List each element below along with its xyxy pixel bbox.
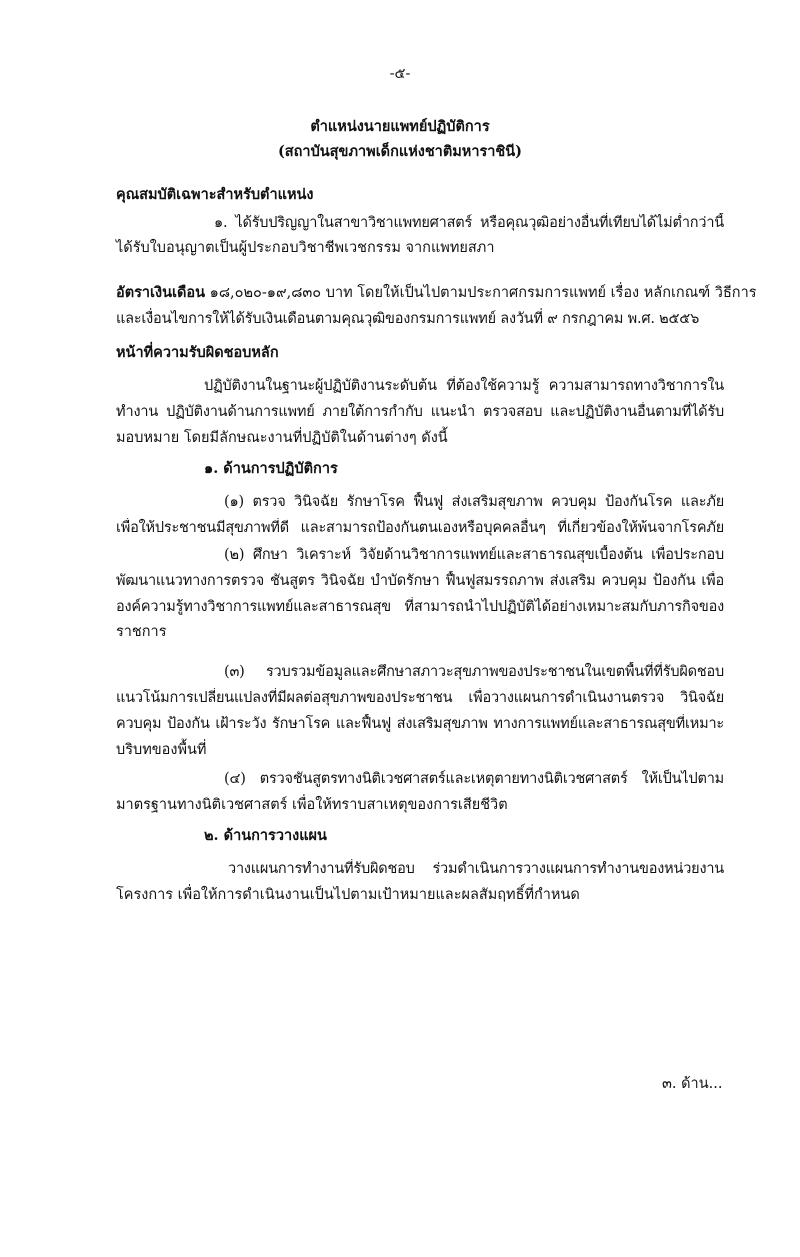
qualifications-line-1: ๑. ได้รับปริญญาในสาขาวิชาแพทยศาสตร์ หรือคุณวุฒิอย่างอื่นที่เทียบได้ไม่ต่ำกว่านี้: [214, 215, 724, 231]
section-1-item-2-line-2: พัฒนาแนวทางการตรวจ ชันสูตร วินิจฉัย บำบัดรักษา ฟื้นฟูสมรรถภาพ ส่งเสริม ควบคุม ป้องกัน เพื่อ: [116, 573, 724, 589]
continuation-marker: ๓. ด้าน...: [662, 1076, 723, 1092]
qualifications-heading: คุณสมบัติเฉพาะสำหรับตำแหน่ง: [116, 186, 314, 203]
qualifications-line-2: ได้รับใบอนุญาตเป็นผู้ประกอบวิชาชีพเวชกรรม จากแพทยสภา: [116, 240, 495, 256]
section-1-item-2-line-1: (๒) ศึกษา วิเคราะห์ วิจัยด้านวิชาการแพทย์และสาธารณสุขเบื้องต้น เพื่อประกอบ: [224, 547, 724, 563]
section-2-line-2: โครงการ เพื่อให้การดำเนินงานเป็นไปตามเป้าหมายและผลสัมฤทธิ์ที่กำหนด: [116, 887, 580, 903]
duties-intro-line-3: มอบหมาย โดยมีลักษณะงานที่ปฏิบัติในด้านต่างๆ ดังนี้: [116, 430, 448, 446]
section-1-item-3-line-1: (๓) รวบรวมข้อมูลและศึกษาสภาวะสุขภาพของประชาชนในเขตพื้นที่ที่รับผิดชอบ: [224, 664, 724, 680]
section-1-item-3-line-3: ควบคุม ป้องกัน เฝ้าระวัง รักษาโรค และฟื้นฟู ส่งเสริมสุขภาพ ทางการแพทย์และสาธารณสุขที่เหมาะ: [116, 716, 724, 732]
section-1-heading: ๑. ด้านการปฏิบัติการ: [204, 460, 338, 477]
salary-line-1: [116, 283, 757, 303]
duties-intro-line-2: ทำงาน ปฏิบัติงานด้านการแพทย์ ภายใต้การกำกับ แนะนำ ตรวจสอบ และปฏิบัติงานอื่นตามที่ได้รับ: [116, 404, 724, 420]
section-2-line-1: วางแผนการทำงานที่รับผิดชอบ ร่วมดำเนินการวางแผนการทำงานของหน่วยงาน: [228, 861, 724, 877]
section-1-item-3-line-4: บริบทของพื้นที่: [116, 742, 207, 758]
section-2-heading: ๒. ด้านการวางแผน: [204, 827, 327, 844]
salary-range: ๑๘,๐๒๐-๑๙,๘๓๐ บาท โดยให้เป็นไปตามประกาศกรมการแพทย์ เรื่อง หลักเกณฑ์ วิธีการ: [209, 285, 757, 301]
section-1-item-4-line-2: มาตรฐานทางนิติเวชศาสตร์ เพื่อให้ทราบสาเหตุของการเสียชีวิต: [116, 797, 508, 813]
section-1-item-2-line-3: องค์ความรู้ทางวิชาการแพทย์และสาธารณสุข ที่สามารถนำไปปฏิบัติได้อย่างเหมาะสมกับภารกิจของ: [116, 599, 724, 615]
duties-heading: หน้าที่ความรับผิดชอบหลัก: [116, 344, 279, 361]
section-1-item-2-line-4: ราชการ: [116, 624, 167, 640]
salary-label: อัตราเงินเดือน: [116, 284, 205, 301]
salary-line-2: และเงื่อนไขการให้ได้รับเงินเดือนตามคุณวุฒิของกรมการแพทย์ ลงวันที่ ๙ กรกฎาคม พ.ศ. ๒๕๕๖: [116, 311, 700, 327]
title-line-1: ตำแหน่งนายแพทย์ปฏิบัติการ: [310, 118, 490, 135]
page-number: -๕-: [389, 66, 411, 82]
section-1-item-4-line-1: (๔) ตรวจชันสูตรทางนิติเวชศาสตร์และเหตุตายทางนิติเวชศาสตร์ ให้เป็นไปตาม: [224, 771, 724, 787]
section-1-item-1-line-2: เพื่อให้ประชาชนมีสุขภาพที่ดี และสามารถป้องกันตนเองหรือบุคคลอื่นๆ ที่เกี่ยวข้องให้พ้นจากโรคภัย: [116, 520, 724, 536]
duties-intro-line-1: ปฏิบัติงานในฐานะผู้ปฏิบัติงานระดับต้น ที่ต้องใช้ความรู้ ความสามารถทางวิชาการใน: [204, 378, 724, 394]
section-1-item-3-line-2: แนวโน้มการเปลี่ยนแปลงที่มีผลต่อสุขภาพของประชาชน เพื่อวางแผนการดำเนินงานตรวจ วินิจฉัย: [116, 690, 724, 706]
section-1-item-1-line-1: (๑) ตรวจ วินิจฉัย รักษาโรค ฟื้นฟู ส่งเสริมสุขภาพ ควบคุม ป้องกันโรค และภัย: [224, 494, 724, 510]
title-line-2: (สถาบันสุขภาพเด็กแห่งชาติมหาราชินี): [277, 143, 523, 160]
